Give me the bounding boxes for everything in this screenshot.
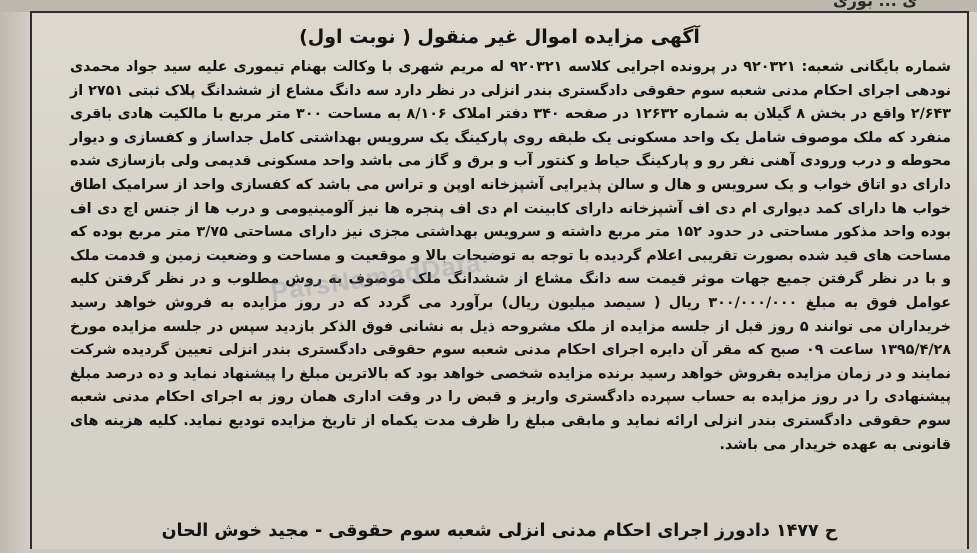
scan-left-margin [0, 0, 30, 553]
notice-body: شماره بایگانی شعبه: ۹۲۰۳۲۱ در پرونده اجرایی کلاسه ۹۲۰۳۲۱ له مریم شهری با وکالت بهنام تیموری علیه سید جواد محمدی نودهی اجرای احکام مدنی شعبه سوم حقوقی دادگستری بندر انزلی در نظر دارد سه دانگ مشاع از ششدانگ پلاک ثبتی ۲۷۵۱ از ۲/۶۴۳ واقع در بخش ۸ گیلان به شماره ۱۲۶۳۲ در صفحه ۳۴۰ دفتر املاک ۸/۱۰۶ به مساحت ۳۰۰ متر مربع با مالکیت هادی باقری منفرد که ملک موصوف شامل یک واحد مسکونی یک طبقه روی پارکینگ یک سرویس بهداشتی کامل جداساز و کفسازی و دیوار محوطه و درب ورودی آهنی نفر رو و پارکینگ حیاط و کنتور آب و برق و گاز می باشد واحد مسکونی قدیمی ولی بازسازی شده دارای دو اتاق خواب و یک سرویس و هال و سالن پذیرایی آشپزخانه اوپن و تراس می باشد که کفسازی واحد از سرامیک اطاق خواب ها دارای کمد دیواری ام دی اف آشپزخانه دارای کابینت ام دی اف پنجره ها نیز آلومینیومی و درب ها از جنس اچ دی اف بوده واحد مذکور مساحتی در حدود ۱۵۲ متر مربع داشته و سرویس بهداشتی مجزی نیز دارای مساحتی ۳/۷۵ متر مربع بوده که مساحت های قید شده بصورت تقریبی اعلام گردیده با توجه به توضیحات بالا و موقعیت و مساحت و وضعیت زمین و قدمت ملک و با در نظر گرفتن جمیع جهات موثر قیمت سه دانگ مشاع از ششدانگ ملک موصوف به روش مطلوب و در نظر گرفتن کلیه عوامل فوق به مبلغ ۳۰۰/۰۰۰/۰۰۰ ریال ( سیصد میلیون ریال) برآورد می گردد که در روز مزایده به فروش خواهد رسید خریداران می توانند ۵ روز قبل از جلسه مزایده از ملک مشروحه ذیل به نشانی فوق الذکر بازدید سپس در جلسه مزایده مورخ ۱۳۹۵/۴/۲۸ ساعت ۰۹ صبح که مقر آن دایره اجرای احکام مدنی شعبه سوم حقوقی دادگستری بندر انزلی تعیین گردیده شرکت نمایند و در زمان مزایده بفروش خواهد رسید برنده مزایده شخصی خواهد بود که بالاترین مبلغ را پیشنهاد نماید و ده درصد مبلغ پیشنهادی را در روز مزایده به حساب سپرده دادگستری واریز و قبض را در وقت اداری همان روز به اجرای احکام مدنی شعبه سوم حقوقی دادگستری بندر انزلی ارائه نماید و مابقی مبلغ را ظرف مدت یکماه از تاریخ مزایده تودیع نماید. کلیه هزینه های قانونی به عهده خریدار می باشد. [70, 59, 952, 453]
notice-frame [30, 11, 969, 549]
watermark: ParsNamadData [268, 247, 484, 307]
previous-notice-text: ی ... بوری [833, 0, 917, 10]
notice-title: آگهی مزایده اموال غیر منقول ( نوبت اول) [299, 26, 700, 48]
notice-footer-signature: ح ۱۴۷۷ دادورز اجرای احکام مدنی انزلی شعبه سوم حقوقی - مجید خوش الحان [161, 521, 838, 541]
